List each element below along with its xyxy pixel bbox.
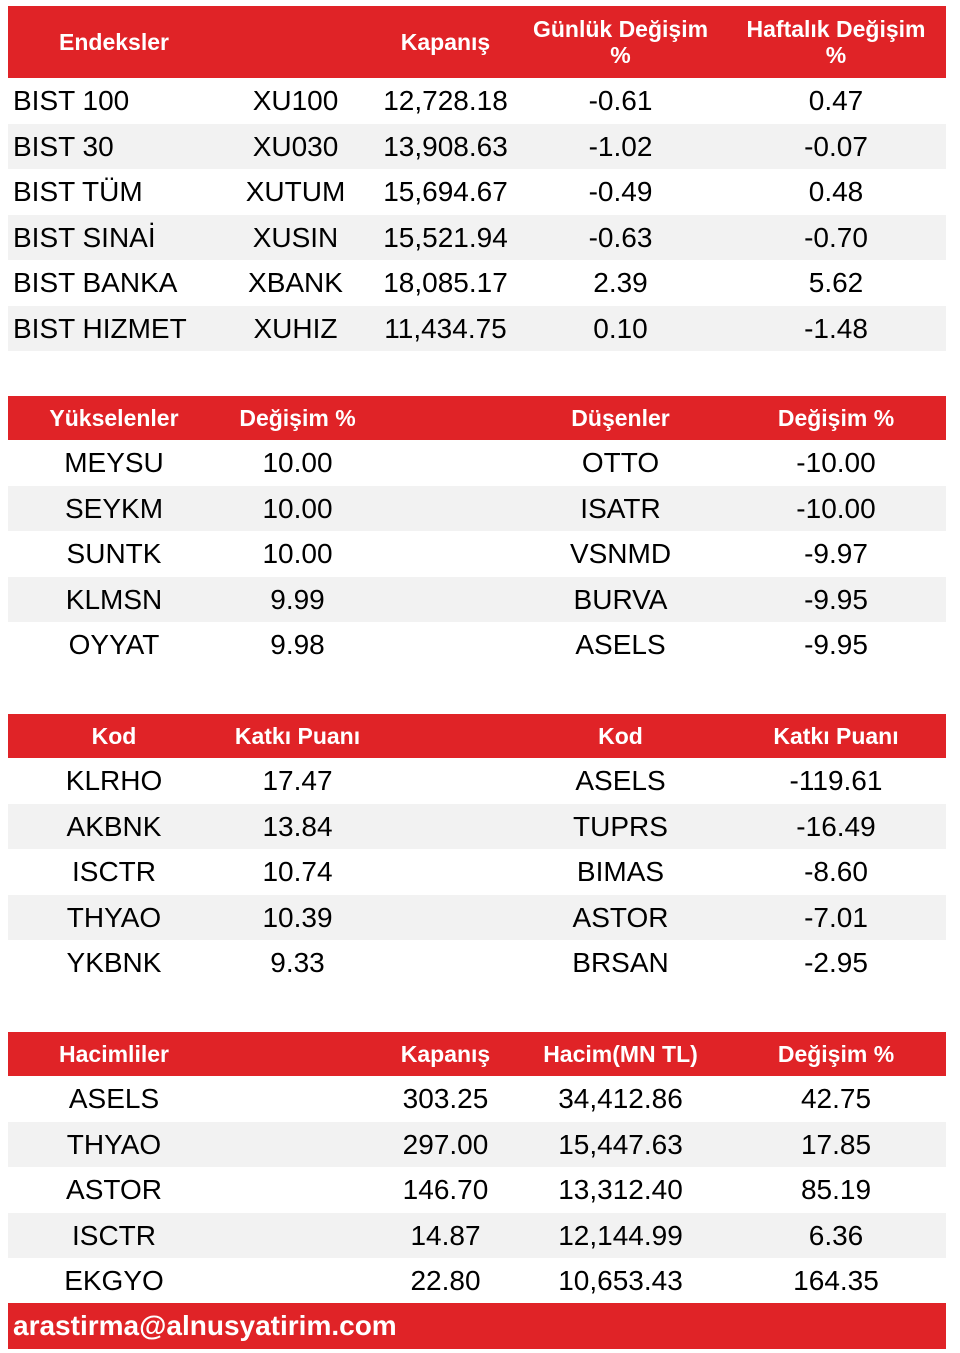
loser-change: -9.95	[804, 583, 868, 615]
table-row	[8, 531, 946, 577]
volume-change: 6.36	[808, 1219, 864, 1251]
contribution-table	[8, 714, 946, 986]
movers-header	[8, 396, 946, 440]
index-close: 11,434.75	[384, 312, 507, 344]
loser-code: OTTO	[581, 447, 660, 478]
volume-amount: 13,312.40	[558, 1174, 683, 1205]
table-row	[8, 895, 946, 941]
index-code: XU100	[252, 85, 339, 116]
positive-contribution-points: 13.84	[262, 810, 333, 842]
header-daily-line1: Günlük Değişim	[532, 15, 709, 42]
indices-table	[8, 6, 946, 351]
index-daily-change: -1.02	[588, 130, 653, 162]
header-points-2: Katkı Puanı	[773, 722, 899, 749]
volume-table	[8, 1032, 946, 1304]
loser-change: -10.00	[796, 447, 876, 478]
index-close: 13,908.63	[383, 130, 508, 162]
positive-contribution-points: 17.47	[262, 765, 333, 796]
movers-table	[8, 396, 946, 668]
table-row	[8, 260, 946, 306]
loser-code: VSNMD	[569, 538, 672, 569]
index-code: XUSIN	[252, 221, 339, 253]
header-volume-close: Kapanış	[400, 1040, 491, 1067]
positive-contributor-code: AKBNK	[66, 810, 162, 842]
volume-amount: 15,447.63	[558, 1128, 683, 1160]
index-name: BIST TÜM	[13, 176, 143, 207]
header-daily-change	[523, 6, 718, 78]
volume-stock-code: ISCTR	[72, 1219, 156, 1251]
index-weekly-change: 0.48	[808, 176, 864, 207]
negative-contributor-code: BIMAS	[576, 856, 665, 887]
negative-contribution-points: -2.95	[804, 947, 868, 978]
index-close: 15,521.94	[383, 221, 508, 253]
header-losers: Düşenler	[571, 404, 670, 431]
positive-contributor-code: ISCTR	[72, 856, 156, 887]
header-close: Kapanış	[400, 28, 491, 55]
index-weekly-change: -1.48	[804, 312, 868, 344]
index-weekly-change: -0.07	[804, 130, 868, 162]
volume-stock-code: ASTOR	[66, 1174, 162, 1205]
header-code-2: Kod	[598, 722, 643, 749]
negative-contributor-code: TUPRS	[573, 810, 668, 842]
index-name: BIST SINAİ	[13, 221, 156, 253]
index-code: XU030	[252, 130, 339, 162]
footer-email: arastirma@alnusyatirim.com	[8, 1303, 946, 1349]
table-row	[8, 849, 946, 895]
table-row	[8, 622, 946, 668]
negative-contribution-points: -8.60	[804, 856, 868, 887]
header-indices: Endeksler	[59, 28, 169, 55]
index-weekly-change: 0.47	[808, 85, 864, 116]
volume-header	[8, 1032, 946, 1076]
loser-code: ISATR	[580, 492, 661, 524]
index-weekly-change: 5.62	[808, 267, 864, 298]
positive-contributor-code: THYAO	[66, 901, 162, 933]
header-weekly-line1: Haftalık Değişim	[746, 15, 926, 42]
positive-contribution-points: 9.33	[270, 947, 325, 978]
table-row	[8, 1167, 946, 1213]
table-row	[8, 1076, 946, 1122]
index-daily-change: 2.39	[593, 267, 648, 298]
negative-contribution-points: -16.49	[796, 810, 876, 842]
index-code: XUTUM	[245, 176, 346, 207]
header-code-1: Kod	[91, 722, 137, 749]
header-volume-leaders: Hacimliler	[59, 1040, 169, 1067]
loser-code: BURVA	[573, 583, 668, 615]
gainer-code: SEYKM	[64, 492, 164, 524]
header-loss-change: Değişim %	[777, 404, 895, 431]
header-volume-amount: Hacim(MN TL)	[543, 1040, 698, 1067]
volume-amount: 12,144.99	[558, 1219, 683, 1251]
table-row	[8, 215, 946, 261]
header-daily-line2: %	[610, 42, 631, 68]
negative-contribution-points: -119.61	[789, 765, 883, 796]
header-volume-change: Değişim %	[777, 1040, 895, 1067]
table-row	[8, 486, 946, 532]
table-row	[8, 758, 946, 804]
table-row	[8, 1258, 946, 1304]
gainer-code: SUNTK	[66, 538, 162, 569]
index-daily-change: -0.61	[588, 85, 653, 116]
table-row	[8, 1122, 946, 1168]
volume-amount: 34,412.86	[558, 1083, 683, 1114]
index-code: XUHIZ	[253, 312, 338, 344]
gainer-change: 10.00	[262, 538, 333, 569]
gainer-change: 10.00	[262, 492, 333, 524]
table-row	[8, 577, 946, 623]
index-name: BIST BANKA	[13, 267, 178, 298]
index-close: 12,728.18	[383, 85, 508, 116]
gainer-code: OYYAT	[68, 629, 160, 660]
volume-change: 164.35	[793, 1265, 879, 1296]
header-points-1: Katkı Puanı	[234, 722, 361, 749]
positive-contributor-code: KLRHO	[65, 765, 163, 796]
negative-contributor-code: ASELS	[575, 765, 666, 796]
index-daily-change: -0.63	[588, 221, 653, 253]
volume-stock-code: EKGYO	[64, 1265, 164, 1296]
volume-stock-code: THYAO	[66, 1128, 162, 1160]
table-row	[8, 169, 946, 215]
gainer-code: KLMSN	[65, 583, 163, 615]
header-weekly-change	[730, 6, 942, 78]
gainer-change: 9.98	[270, 629, 325, 660]
volume-change: 85.19	[800, 1174, 872, 1205]
gainer-code: MEYSU	[64, 447, 164, 478]
table-row	[8, 124, 946, 170]
header-gain-change: Değişim %	[239, 404, 356, 431]
volume-change: 42.75	[800, 1083, 872, 1114]
loser-change: -10.00	[796, 492, 876, 524]
negative-contribution-points: -7.01	[804, 901, 868, 933]
index-name: BIST 30	[13, 130, 114, 162]
volume-stock-close: 297.00	[402, 1128, 489, 1160]
table-row	[8, 440, 946, 486]
index-daily-change: -0.49	[588, 176, 653, 207]
gainer-change: 10.00	[262, 447, 333, 478]
index-weekly-change: -0.70	[804, 221, 868, 253]
volume-amount: 10,653.43	[558, 1265, 683, 1296]
loser-change: -9.97	[804, 538, 868, 569]
header-gainers: Yükselenler	[49, 404, 179, 431]
index-name: BIST 100	[13, 85, 130, 116]
index-close: 18,085.17	[383, 267, 508, 298]
volume-change: 17.85	[800, 1128, 872, 1160]
negative-contributor-code: ASTOR	[572, 901, 669, 933]
positive-contribution-points: 10.39	[262, 901, 333, 933]
contribution-header	[8, 714, 946, 758]
gainer-change: 9.99	[270, 583, 325, 615]
table-row	[8, 940, 946, 986]
loser-change: -9.95	[804, 629, 868, 660]
volume-stock-close: 14.87	[410, 1219, 481, 1251]
header-weekly-line2: %	[825, 42, 847, 68]
loser-code: ASELS	[575, 629, 666, 660]
positive-contributor-code: YKBNK	[66, 947, 162, 978]
table-row	[8, 1213, 946, 1259]
indices-header	[8, 6, 946, 78]
index-close: 15,694.67	[383, 176, 508, 207]
table-row	[8, 306, 946, 352]
volume-stock-close: 303.25	[402, 1083, 489, 1114]
table-row	[8, 78, 946, 124]
index-code: XBANK	[248, 267, 343, 298]
index-daily-change: 0.10	[593, 312, 648, 344]
index-name: BIST HIZMET	[13, 312, 187, 344]
volume-stock-close: 146.70	[402, 1174, 489, 1205]
positive-contribution-points: 10.74	[262, 856, 333, 887]
negative-contributor-code: BRSAN	[572, 947, 669, 978]
volume-stock-code: ASELS	[68, 1083, 160, 1114]
volume-stock-close: 22.80	[410, 1265, 481, 1296]
table-row	[8, 804, 946, 850]
